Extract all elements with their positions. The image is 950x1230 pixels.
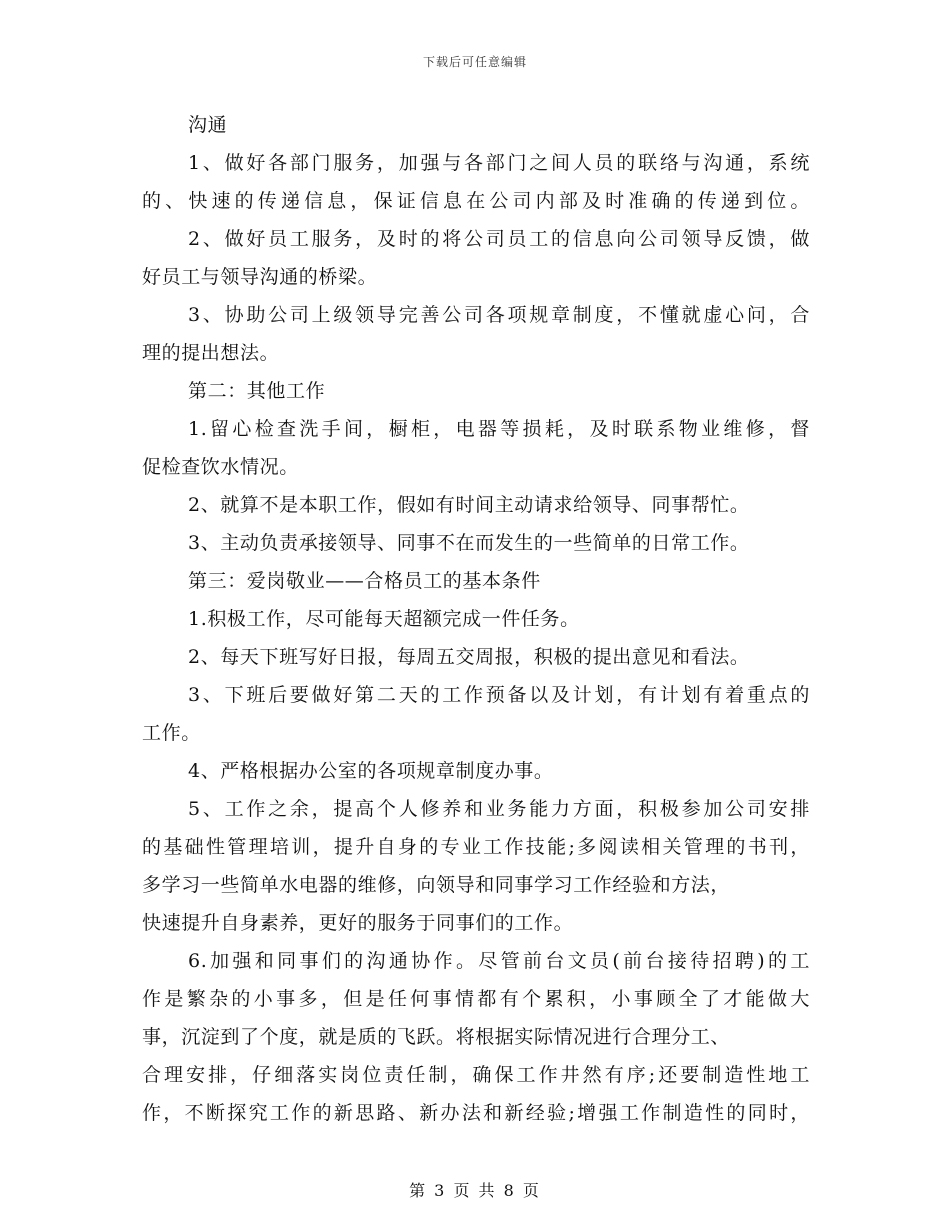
document-body — [142, 106, 810, 1132]
text-line: 5、工作之余，提高个人修养和业务能力方面，积极参加公司安排 — [188, 798, 810, 820]
text-line: 第三：爱岗敬业——合格员工的基本条件 — [188, 570, 541, 592]
text-line: 事，沉淀到了个度，就是质的飞跃。将根据实际情况进行合理分工、 — [142, 1026, 731, 1048]
text-line: 4、严格根据办公室的各项规章制度办事。 — [188, 760, 554, 782]
text-line: 快速提升自身素养，更好的服务于同事们的工作。 — [142, 912, 574, 934]
text-line: 第二：其他工作 — [188, 380, 326, 402]
text-line: 1.积极工作，尽可能每天超额完成一件任务。 — [188, 608, 580, 630]
text-line: 1、做好各部门服务，加强与各部门之间人员的联络与沟通，系统 — [188, 152, 810, 174]
text-line: 沟通 — [188, 114, 228, 136]
text-line: 3、下班后要做好第二天的工作预备以及计划，有计划有着重点的 — [188, 684, 810, 706]
page-number-footer: 第 3 页 共 8 页 — [409, 1181, 541, 1200]
text-line: 好员工与领导沟通的桥梁。 — [142, 266, 378, 288]
page-header-note: 下载后可任意编辑 — [422, 55, 527, 69]
text-line: 6.加强和同事们的沟通协作。尽管前台文员(前台接待招聘)的工 — [188, 950, 810, 972]
text-line: 作是繁杂的小事多，但是任何事情都有个累积，小事顾全了才能做大 — [142, 988, 810, 1010]
text-line: 2、做好员工服务，及时的将公司员工的信息向公司领导反馈，做 — [188, 228, 810, 250]
text-line: 的基础性管理培训，提升自身的专业工作技能;多阅读相关管理的书刊， — [142, 836, 810, 858]
text-line: 2、就算不是本职工作，假如有时间主动请求给领导、同事帮忙。 — [188, 494, 750, 516]
text-line: 作，不断探究工作的新思路、新办法和新经验;增强工作制造性的同时， — [142, 1102, 810, 1124]
text-line: 2、每天下班写好日报，每周五交周报，积极的提出意见和看法。 — [188, 646, 750, 668]
text-line: 多学习一些简单水电器的维修，向领导和同事学习工作经验和方法， — [142, 874, 731, 896]
text-line: 合理安排，仔细落实岗位责任制，确保工作井然有序;还要制造性地工 — [142, 1064, 810, 1086]
text-line: 3、协助公司上级领导完善公司各项规章制度，不懂就虚心问，合 — [188, 304, 810, 326]
text-line: 理的提出想法。 — [142, 342, 280, 364]
text-line: 3、主动负责承接领导、同事不在而发生的一些简单的日常工作。 — [188, 532, 750, 554]
text-line: 工作。 — [142, 722, 201, 744]
text-line: 促检查饮水情况。 — [142, 456, 299, 478]
text-line: 1.留心检查洗手间，橱柜，电器等损耗，及时联系物业维修，督 — [188, 418, 810, 440]
text-line: 的、快速的传递信息，保证信息在公司内部及时准确的传递到位。 — [142, 190, 810, 212]
